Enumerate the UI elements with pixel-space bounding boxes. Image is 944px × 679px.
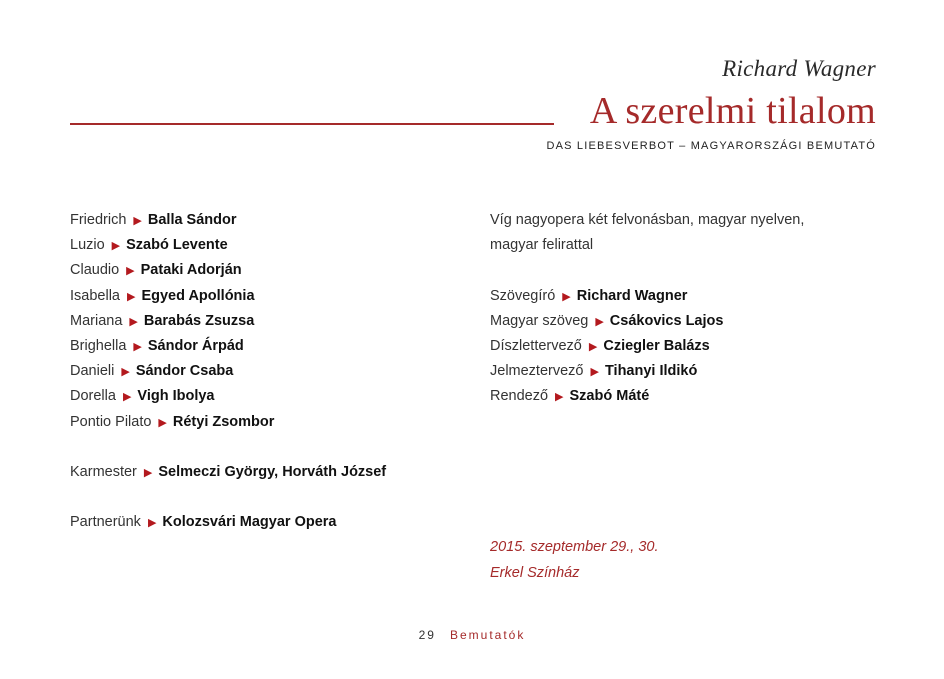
- spacer: [490, 485, 804, 510]
- cast-row-luzio: [70, 233, 386, 258]
- arrow-icon: ▶: [595, 315, 604, 328]
- role-label: Rendező: [490, 388, 549, 405]
- conductor-row: [70, 460, 386, 485]
- arrow-icon: ▶: [129, 315, 138, 328]
- cast-row-dorella: [70, 384, 386, 409]
- cast-row-brighella: [70, 334, 386, 359]
- role-label: Díszlettervező: [490, 337, 582, 354]
- credit-name: Csákovics Lajos: [609, 312, 724, 329]
- role-label: Isabella: [70, 287, 120, 304]
- spacer: [70, 485, 386, 510]
- spacer: [490, 258, 804, 283]
- role-label: Pontio Pilato: [70, 413, 152, 430]
- credits-column: [490, 208, 804, 586]
- arrow-icon: ▶: [126, 290, 136, 303]
- performer-name: Vigh Ibolya: [137, 388, 215, 405]
- role-label: Claudio: [70, 262, 120, 279]
- performer-name: Pataki Adorján: [140, 262, 242, 279]
- subtitle: DAS LIEBESVERBOT – MAGYARORSZÁGI BEMUTATÓ: [546, 140, 876, 152]
- credit-name: Richard Wagner: [576, 287, 688, 304]
- cast-row-claudio: [70, 258, 386, 283]
- page-number: 29: [418, 628, 436, 642]
- description-line: magyar felirattal: [490, 237, 594, 254]
- page-title: A szerelmi tilalom: [589, 90, 876, 132]
- credit-row-costume-designer: [490, 359, 804, 384]
- credit-row-director: [490, 384, 804, 409]
- page-footer: [0, 628, 944, 642]
- performer-name: Balla Sándor: [147, 212, 237, 228]
- role-label: Szövegíró: [490, 287, 556, 304]
- role-label: Partnerünk: [70, 514, 141, 531]
- arrow-icon: ▶: [133, 340, 142, 353]
- performer-name: Selmeczi György, Horváth József: [158, 463, 387, 480]
- arrow-icon: ▶: [121, 366, 130, 379]
- arrow-icon: ▶: [133, 215, 142, 227]
- spacer: [490, 410, 804, 435]
- description-line: Víg nagyopera két felvonásban, magyar nyelven,: [490, 212, 805, 228]
- performer-name: Rétyi Zsombor: [172, 413, 275, 430]
- spacer: [70, 435, 386, 460]
- performer-name: Kolozsvári Magyar Opera: [162, 514, 337, 531]
- arrow-icon: ▶: [111, 240, 121, 253]
- performer-name: Szabó Levente: [126, 237, 228, 254]
- cast-row-pontio-pilato: [70, 410, 386, 435]
- spacer: [490, 510, 804, 535]
- role-label: Dorella: [70, 388, 116, 405]
- role-label: Luzio: [70, 237, 105, 254]
- role-label: Mariana: [70, 312, 123, 329]
- credit-name: Szabó Máté: [569, 388, 650, 405]
- arrow-icon: ▶: [158, 416, 167, 429]
- composer-name: Richard Wagner: [722, 56, 876, 81]
- arrow-icon: ▶: [147, 517, 157, 530]
- credit-row-translation: [490, 309, 804, 334]
- arrow-icon: ▶: [555, 391, 564, 404]
- arrow-icon: ▶: [590, 366, 599, 379]
- role-label: Jelmeztervező: [490, 363, 584, 380]
- performer-name: Barabás Zsuzsa: [143, 312, 255, 329]
- cast-row-mariana: [70, 309, 386, 334]
- spacer: [490, 435, 804, 460]
- arrow-icon: ▶: [143, 466, 153, 479]
- spacer: [490, 460, 804, 485]
- role-label: Danieli: [70, 363, 115, 380]
- arrow-icon: ▶: [122, 391, 132, 404]
- section-name: Bemutatók: [449, 628, 526, 642]
- role-label: Karmester: [70, 463, 137, 480]
- cast-column: [70, 208, 386, 535]
- credit-row-set-designer: [490, 334, 804, 359]
- performer-name: Sándor Árpád: [147, 337, 244, 354]
- performance-venue: Erkel Színház: [490, 564, 580, 581]
- role-label: Magyar szöveg: [490, 312, 589, 329]
- performance-dates: 2015. szeptember 29., 30.: [490, 539, 659, 556]
- role-label: Brighella: [70, 337, 127, 354]
- role-label: Friedrich: [70, 212, 127, 228]
- arrow-icon: ▶: [588, 340, 598, 353]
- partner-row: [70, 510, 386, 535]
- performer-name: Egyed Apollónia: [141, 287, 255, 304]
- cast-row-isabella: [70, 284, 386, 309]
- arrow-icon: ▶: [562, 290, 571, 303]
- cast-row-danieli: [70, 359, 386, 384]
- credit-name: Cziegler Balázs: [603, 337, 710, 354]
- performer-name: Sándor Csaba: [135, 363, 234, 380]
- title-rule: [70, 123, 554, 125]
- cast-row-friedrich: [70, 208, 386, 233]
- arrow-icon: ▶: [126, 265, 135, 278]
- credit-row-librettist: [490, 284, 804, 309]
- credit-name: Tihanyi Ildikó: [604, 363, 698, 380]
